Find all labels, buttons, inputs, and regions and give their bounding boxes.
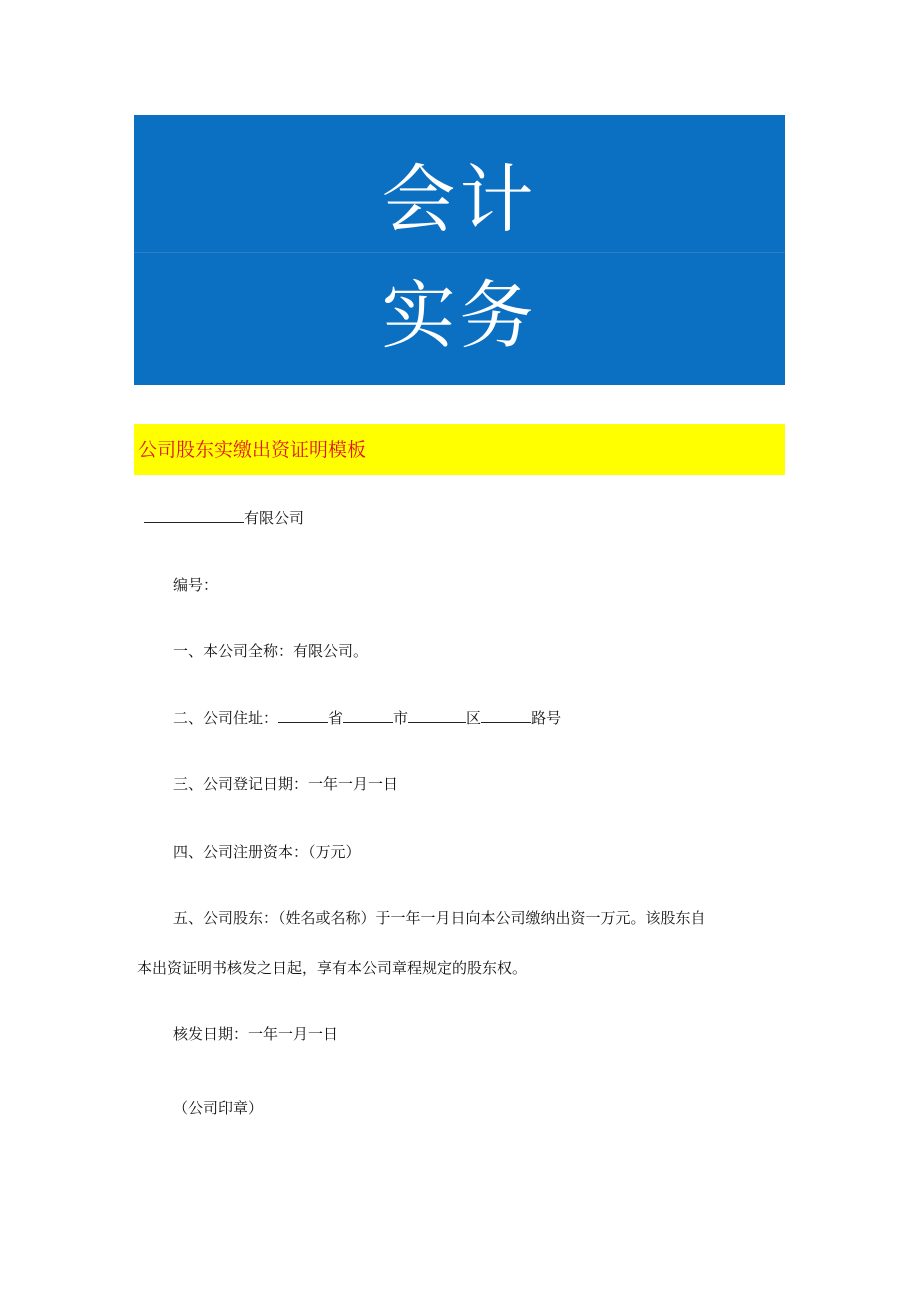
- road-blank: [481, 708, 531, 723]
- address-city: 市: [393, 709, 409, 727]
- item-company-address: [173, 708, 561, 729]
- item-registration-date: 三、公司登记日期：一年一月一日: [173, 775, 399, 793]
- header-banner: [134, 115, 785, 385]
- city-blank: [343, 708, 393, 723]
- banner-title-line2: 实务: [381, 273, 538, 359]
- banner-divider: [134, 252, 785, 253]
- company-name-blank: [144, 508, 244, 523]
- item-company-fullname: 一、本公司全称：有限公司。: [173, 642, 369, 660]
- document-title: 公司股东实缴出资证明模板: [138, 439, 367, 461]
- address-label: 二、公司住址：: [173, 709, 279, 727]
- address-district: 区: [466, 709, 482, 727]
- banner-title-line1: 会计: [381, 157, 538, 243]
- item-shareholder-line2: 本出资证明书核发之日起，享有本公司章程规定的股东权。: [137, 959, 528, 977]
- address-province: 省: [328, 709, 344, 727]
- document-title-bar: [134, 424, 785, 475]
- issue-date: 核发日期：一年一月一日: [173, 1025, 339, 1043]
- item-registered-capital: 四、公司注册资本：（万元）: [173, 843, 361, 861]
- company-seal: （公司印章）: [173, 1099, 264, 1117]
- item-shareholder-line1: 五、公司股东：（姓名或名称）于一年一月日向本公司缴纳出资一万元。该股东自: [173, 909, 706, 927]
- district-blank: [408, 708, 466, 723]
- company-name-line: [144, 508, 304, 529]
- address-road: 路号: [531, 709, 562, 727]
- province-blank: [278, 708, 328, 723]
- number-label: 编号：: [173, 576, 219, 594]
- company-suffix: 有限公司: [244, 509, 305, 527]
